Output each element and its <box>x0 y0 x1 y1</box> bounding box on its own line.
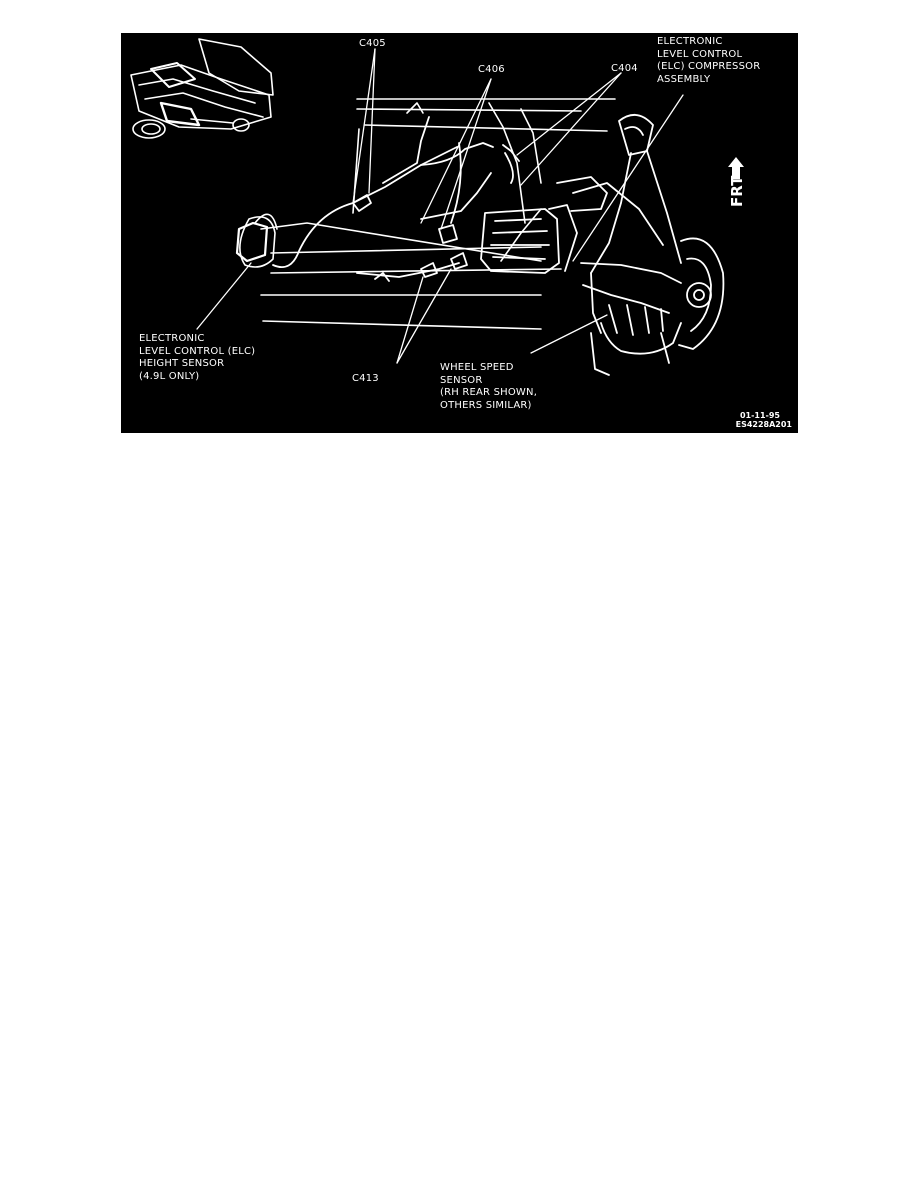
compressor-shape <box>481 177 607 273</box>
label-c404: C404 <box>611 63 638 74</box>
diagram-figure <box>121 33 798 433</box>
label-elc-height-sensor: ELECTRONIC LEVEL CONTROL (ELC) HEIGHT SENSOR (4.9L ONLY) <box>139 333 256 382</box>
frame-rails <box>261 99 615 329</box>
vehicle-locator-thumbnail <box>131 39 273 138</box>
label-c413: C413 <box>352 373 379 384</box>
label-c405: C405 <box>359 38 386 49</box>
figure-code: ES4228A201 <box>735 420 792 429</box>
date-code: 01-11-95 <box>739 411 780 420</box>
label-wheel-speed-sensor: WHEEL SPEED SENSOR (RH REAR SHOWN, OTHERS SIMILAR) <box>440 362 538 411</box>
height-sensor-shape <box>237 214 277 267</box>
front-direction-label: FRT <box>728 175 746 207</box>
label-c406: C406 <box>478 64 505 75</box>
label-elc-compressor: ELECTRONIC LEVEL CONTROL (ELC) COMPRESSOR ASSEMBLY <box>657 36 761 85</box>
suspension-assembly <box>573 115 723 375</box>
